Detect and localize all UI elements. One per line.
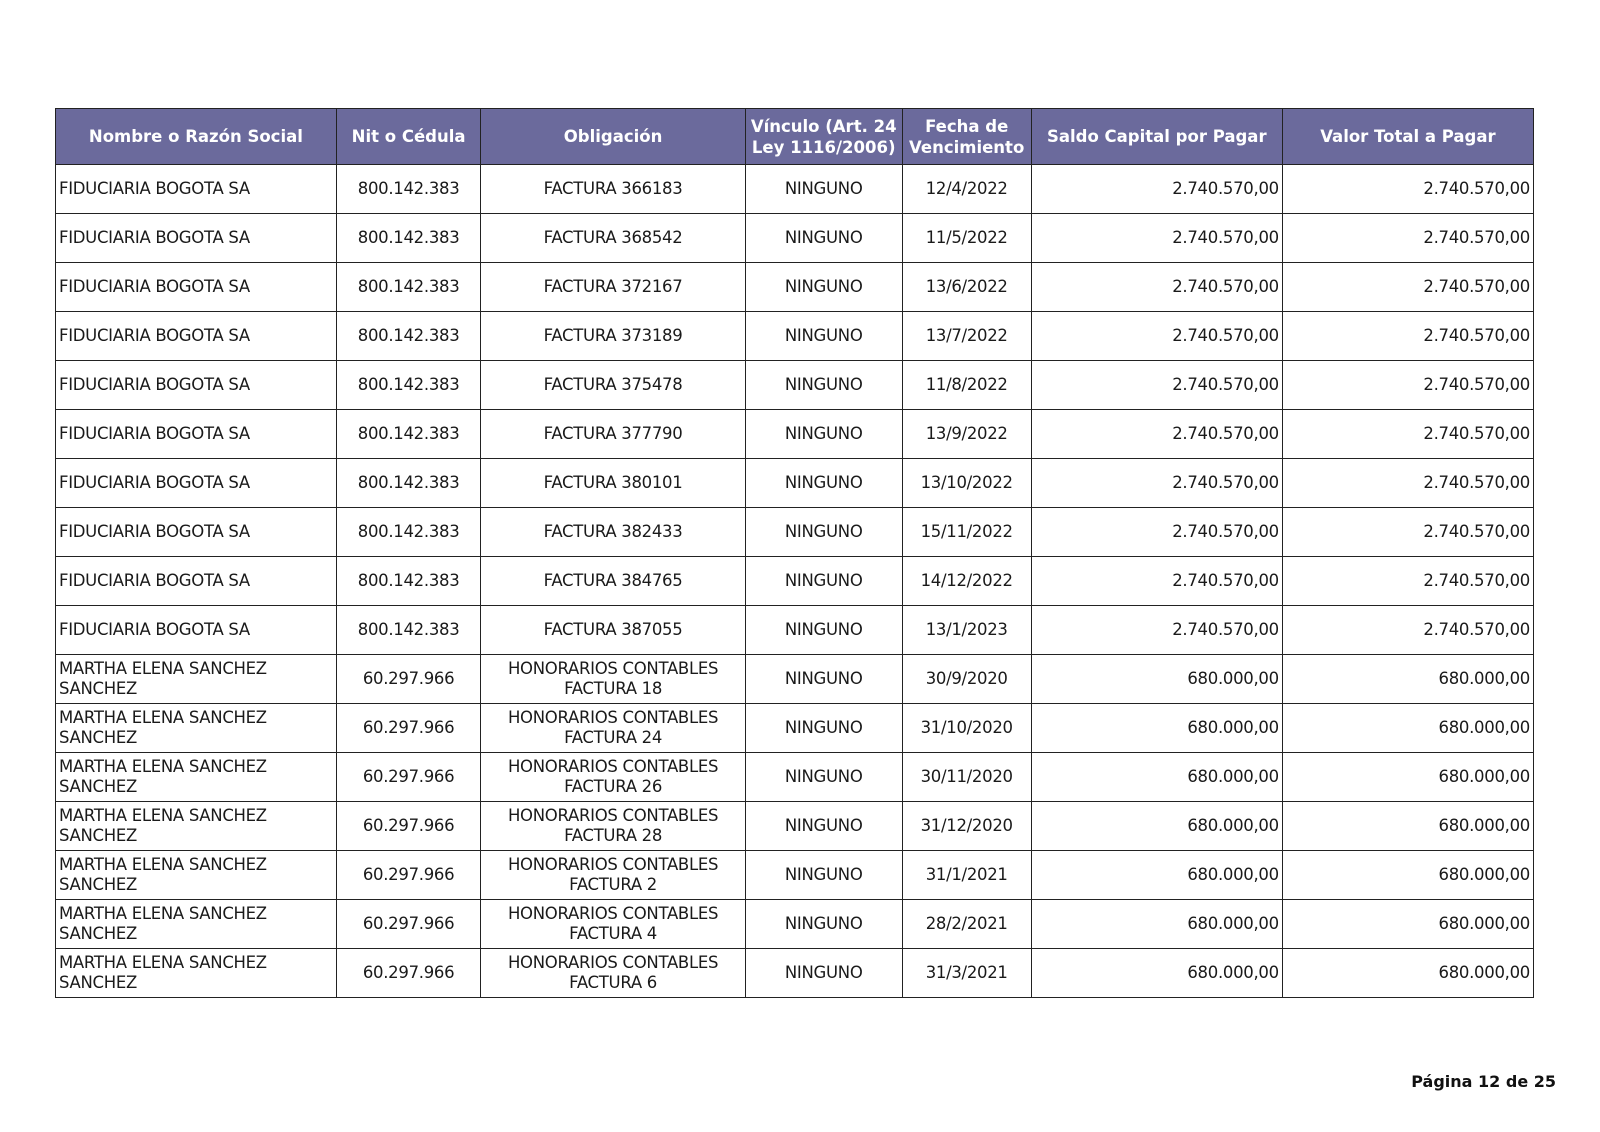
cell-nit: 60.297.966 (336, 949, 481, 998)
cell-saldo: 2.740.570,00 (1031, 214, 1282, 263)
cell-obligacion: HONORARIOS CONTABLES FACTURA 28 (481, 802, 745, 851)
cell-total: 2.740.570,00 (1282, 263, 1533, 312)
table-row (56, 165, 1534, 214)
cell-vinculo: NINGUNO (745, 900, 902, 949)
cell-nit: 60.297.966 (336, 802, 481, 851)
table-row (56, 753, 1534, 802)
cell-nombre: FIDUCIARIA BOGOTA SA (56, 410, 337, 459)
header-nit: Nit o Cédula (336, 109, 481, 165)
cell-total: 2.740.570,00 (1282, 508, 1533, 557)
cell-total: 2.740.570,00 (1282, 165, 1533, 214)
cell-saldo: 2.740.570,00 (1031, 459, 1282, 508)
cell-nit: 800.142.383 (336, 459, 481, 508)
cell-nit: 60.297.966 (336, 753, 481, 802)
cell-nit: 60.297.966 (336, 851, 481, 900)
table-row (56, 851, 1534, 900)
cell-obligacion: FACTURA 375478 (481, 361, 745, 410)
cell-nombre: MARTHA ELENA SANCHEZ SANCHEZ (56, 851, 337, 900)
table-row (56, 655, 1534, 704)
cell-vinculo: NINGUNO (745, 557, 902, 606)
cell-total: 680.000,00 (1282, 655, 1533, 704)
cell-nombre: FIDUCIARIA BOGOTA SA (56, 165, 337, 214)
cell-nit: 800.142.383 (336, 312, 481, 361)
cell-obligacion: HONORARIOS CONTABLES FACTURA 24 (481, 704, 745, 753)
cell-total: 2.740.570,00 (1282, 557, 1533, 606)
cell-nit: 800.142.383 (336, 557, 481, 606)
cell-nit: 800.142.383 (336, 165, 481, 214)
cell-fecha: 12/4/2022 (902, 165, 1031, 214)
table-row (56, 361, 1534, 410)
cell-total: 2.740.570,00 (1282, 312, 1533, 361)
cell-fecha: 30/9/2020 (902, 655, 1031, 704)
cell-vinculo: NINGUNO (745, 410, 902, 459)
cell-vinculo: NINGUNO (745, 459, 902, 508)
cell-nit: 800.142.383 (336, 508, 481, 557)
table-row (56, 263, 1534, 312)
cell-obligacion: HONORARIOS CONTABLES FACTURA 4 (481, 900, 745, 949)
cell-total: 680.000,00 (1282, 753, 1533, 802)
cell-saldo: 680.000,00 (1031, 655, 1282, 704)
cell-saldo: 2.740.570,00 (1031, 508, 1282, 557)
cell-obligacion: HONORARIOS CONTABLES FACTURA 26 (481, 753, 745, 802)
cell-obligacion: HONORARIOS CONTABLES FACTURA 2 (481, 851, 745, 900)
header-total: Valor Total a Pagar (1282, 109, 1533, 165)
cell-saldo: 2.740.570,00 (1031, 165, 1282, 214)
cell-fecha: 31/12/2020 (902, 802, 1031, 851)
table-header-row (56, 109, 1534, 165)
cell-nit: 60.297.966 (336, 900, 481, 949)
cell-nombre: MARTHA ELENA SANCHEZ SANCHEZ (56, 753, 337, 802)
cell-nit: 800.142.383 (336, 263, 481, 312)
table-row (56, 557, 1534, 606)
table-row (56, 704, 1534, 753)
cell-saldo: 680.000,00 (1031, 900, 1282, 949)
cell-saldo: 2.740.570,00 (1031, 606, 1282, 655)
cell-obligacion: HONORARIOS CONTABLES FACTURA 6 (481, 949, 745, 998)
cell-obligacion: FACTURA 384765 (481, 557, 745, 606)
cell-nit: 800.142.383 (336, 410, 481, 459)
table-row (56, 410, 1534, 459)
cell-fecha: 11/8/2022 (902, 361, 1031, 410)
table-row (56, 949, 1534, 998)
cell-fecha: 13/10/2022 (902, 459, 1031, 508)
cell-obligacion: FACTURA 373189 (481, 312, 745, 361)
cell-obligacion: FACTURA 372167 (481, 263, 745, 312)
table-row (56, 508, 1534, 557)
cell-fecha: 13/9/2022 (902, 410, 1031, 459)
cell-nombre: MARTHA ELENA SANCHEZ SANCHEZ (56, 900, 337, 949)
header-saldo: Saldo Capital por Pagar (1031, 109, 1282, 165)
cell-vinculo: NINGUNO (745, 263, 902, 312)
cell-vinculo: NINGUNO (745, 802, 902, 851)
cell-vinculo: NINGUNO (745, 165, 902, 214)
cell-fecha: 31/10/2020 (902, 704, 1031, 753)
cell-vinculo: NINGUNO (745, 361, 902, 410)
cell-fecha: 14/12/2022 (902, 557, 1031, 606)
cell-nombre: FIDUCIARIA BOGOTA SA (56, 508, 337, 557)
cell-vinculo: NINGUNO (745, 312, 902, 361)
cell-nombre: FIDUCIARIA BOGOTA SA (56, 557, 337, 606)
cell-nombre: MARTHA ELENA SANCHEZ SANCHEZ (56, 655, 337, 704)
cell-nombre: FIDUCIARIA BOGOTA SA (56, 214, 337, 263)
cell-nombre: FIDUCIARIA BOGOTA SA (56, 606, 337, 655)
cell-fecha: 28/2/2021 (902, 900, 1031, 949)
cell-obligacion: HONORARIOS CONTABLES FACTURA 18 (481, 655, 745, 704)
table-row (56, 312, 1534, 361)
cell-vinculo: NINGUNO (745, 508, 902, 557)
cell-nombre: MARTHA ELENA SANCHEZ SANCHEZ (56, 802, 337, 851)
cell-total: 2.740.570,00 (1282, 606, 1533, 655)
cell-total: 680.000,00 (1282, 949, 1533, 998)
cell-saldo: 680.000,00 (1031, 949, 1282, 998)
cell-total: 680.000,00 (1282, 900, 1533, 949)
cell-saldo: 2.740.570,00 (1031, 361, 1282, 410)
cell-nit: 800.142.383 (336, 361, 481, 410)
cell-saldo: 2.740.570,00 (1031, 557, 1282, 606)
cell-vinculo: NINGUNO (745, 753, 902, 802)
cell-obligacion: FACTURA 377790 (481, 410, 745, 459)
table-row (56, 900, 1534, 949)
cell-total: 680.000,00 (1282, 802, 1533, 851)
cell-nombre: MARTHA ELENA SANCHEZ SANCHEZ (56, 704, 337, 753)
cell-vinculo: NINGUNO (745, 655, 902, 704)
cell-saldo: 680.000,00 (1031, 802, 1282, 851)
cell-nombre: MARTHA ELENA SANCHEZ SANCHEZ (56, 949, 337, 998)
cell-obligacion: FACTURA 380101 (481, 459, 745, 508)
cell-nit: 800.142.383 (336, 606, 481, 655)
cell-nombre: FIDUCIARIA BOGOTA SA (56, 459, 337, 508)
header-vinculo: Vínculo (Art. 24 Ley 1116/2006) (745, 109, 902, 165)
cell-vinculo: NINGUNO (745, 851, 902, 900)
cell-saldo: 2.740.570,00 (1031, 263, 1282, 312)
cell-total: 2.740.570,00 (1282, 361, 1533, 410)
cell-total: 2.740.570,00 (1282, 410, 1533, 459)
table-row (56, 459, 1534, 508)
cell-fecha: 31/1/2021 (902, 851, 1031, 900)
cell-saldo: 680.000,00 (1031, 704, 1282, 753)
cell-fecha: 13/1/2023 (902, 606, 1031, 655)
cell-nit: 60.297.966 (336, 704, 481, 753)
cell-nit: 60.297.966 (336, 655, 481, 704)
cell-fecha: 13/7/2022 (902, 312, 1031, 361)
cell-saldo: 680.000,00 (1031, 851, 1282, 900)
cell-vinculo: NINGUNO (745, 949, 902, 998)
cell-total: 2.740.570,00 (1282, 214, 1533, 263)
table-body (56, 165, 1534, 998)
obligations-table (55, 108, 1534, 998)
cell-fecha: 11/5/2022 (902, 214, 1031, 263)
cell-total: 2.740.570,00 (1282, 459, 1533, 508)
table-row (56, 802, 1534, 851)
cell-fecha: 30/11/2020 (902, 753, 1031, 802)
cell-obligacion: FACTURA 366183 (481, 165, 745, 214)
page-number: Página 12 de 25 (1411, 1072, 1556, 1091)
cell-saldo: 2.740.570,00 (1031, 312, 1282, 361)
cell-total: 680.000,00 (1282, 851, 1533, 900)
header-nombre: Nombre o Razón Social (56, 109, 337, 165)
cell-vinculo: NINGUNO (745, 704, 902, 753)
cell-obligacion: FACTURA 382433 (481, 508, 745, 557)
cell-saldo: 2.740.570,00 (1031, 410, 1282, 459)
cell-fecha: 31/3/2021 (902, 949, 1031, 998)
table-row (56, 214, 1534, 263)
cell-total: 680.000,00 (1282, 704, 1533, 753)
cell-vinculo: NINGUNO (745, 214, 902, 263)
cell-obligacion: FACTURA 387055 (481, 606, 745, 655)
cell-fecha: 13/6/2022 (902, 263, 1031, 312)
cell-nombre: FIDUCIARIA BOGOTA SA (56, 263, 337, 312)
header-obligacion: Obligación (481, 109, 745, 165)
cell-vinculo: NINGUNO (745, 606, 902, 655)
table-row (56, 606, 1534, 655)
cell-fecha: 15/11/2022 (902, 508, 1031, 557)
header-fecha: Fecha de Vencimiento (902, 109, 1031, 165)
cell-obligacion: FACTURA 368542 (481, 214, 745, 263)
cell-nombre: FIDUCIARIA BOGOTA SA (56, 312, 337, 361)
cell-saldo: 680.000,00 (1031, 753, 1282, 802)
cell-nit: 800.142.383 (336, 214, 481, 263)
cell-nombre: FIDUCIARIA BOGOTA SA (56, 361, 337, 410)
